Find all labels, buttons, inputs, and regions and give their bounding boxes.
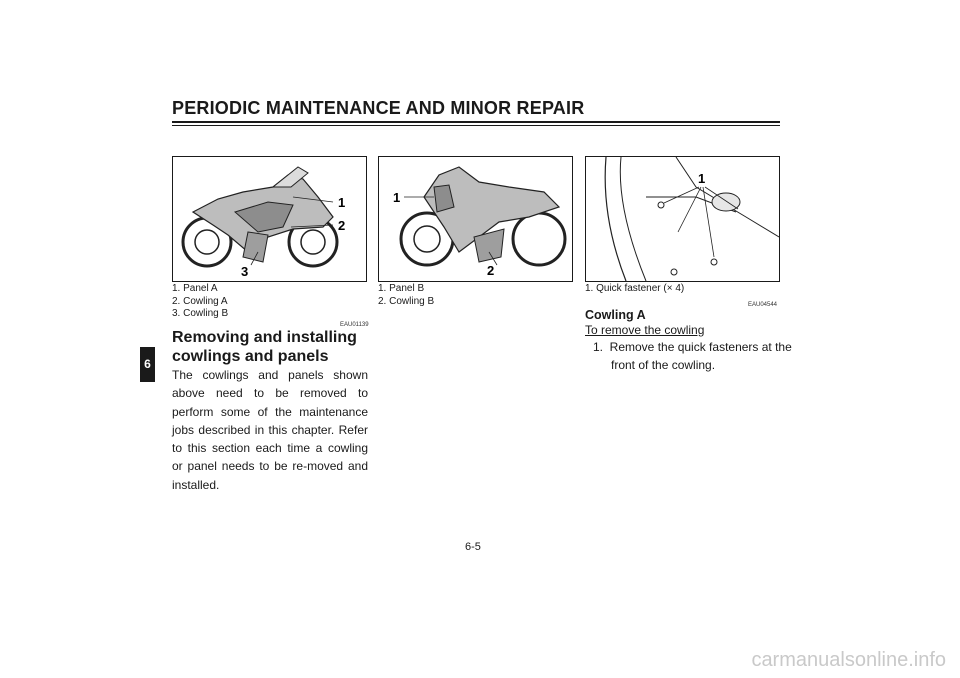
step-1 — [593, 338, 792, 374]
cowling-a-heading: Cowling A — [585, 308, 646, 322]
callout-1: 1 — [698, 171, 706, 186]
watermark: carmanualsonline.info — [751, 649, 946, 671]
figure-1-captions — [172, 283, 228, 321]
figure-panel-b — [378, 156, 573, 282]
front-cowling-closeup-illustration — [586, 157, 779, 281]
page-number: 6-5 — [465, 541, 481, 553]
figure-quick-fastener — [585, 156, 780, 282]
remove-cowling-subheading: To remove the cowling — [585, 323, 705, 337]
callout-3: 3 — [241, 264, 249, 279]
section-heading — [172, 328, 368, 366]
callout-2: 2 — [487, 263, 495, 278]
section-tab: 6 — [140, 347, 155, 382]
figure-2-captions — [378, 283, 434, 308]
page-title: PERIODIC MAINTENANCE AND MINOR REPAIR — [172, 98, 585, 118]
motorcycle-left-side-illustration — [173, 157, 366, 281]
callout-1: 1 — [338, 195, 346, 210]
caption-item: 2. Cowling B — [378, 295, 435, 307]
figure-panel-a — [172, 156, 367, 282]
header-rule — [172, 121, 780, 123]
caption-item: 2. Cowling A — [172, 295, 228, 307]
header-rule-thin — [172, 125, 780, 126]
caption-item: 1. Quick fastener (× 4) — [585, 283, 685, 294]
heading-line: Removing and installing — [172, 329, 357, 346]
motorcycle-right-side-illustration — [379, 157, 572, 281]
step-line: 1. Remove the quick fasteners at the — [593, 340, 792, 354]
section-body: The cowlings and panels shown above need to be removed to perform some of the maintenance jobs described in this chapter. Refer to this section each time a cowling or panel needs to be re-moved and installed. — [172, 368, 368, 492]
caption-item: 1. Panel A — [172, 283, 218, 294]
reference-code: EAU01139 — [340, 322, 369, 328]
caption-item: 3. Cowling B — [172, 308, 229, 319]
step-line: front of the cowling. — [611, 358, 716, 372]
callout-1: 1 — [393, 190, 401, 205]
reference-code: EAU04544 — [748, 302, 778, 308]
heading-line: cowlings and panels — [172, 348, 329, 365]
figure-3-captions — [585, 283, 684, 296]
callout-2: 2 — [338, 218, 346, 233]
caption-item: 1. Panel B — [378, 283, 425, 294]
